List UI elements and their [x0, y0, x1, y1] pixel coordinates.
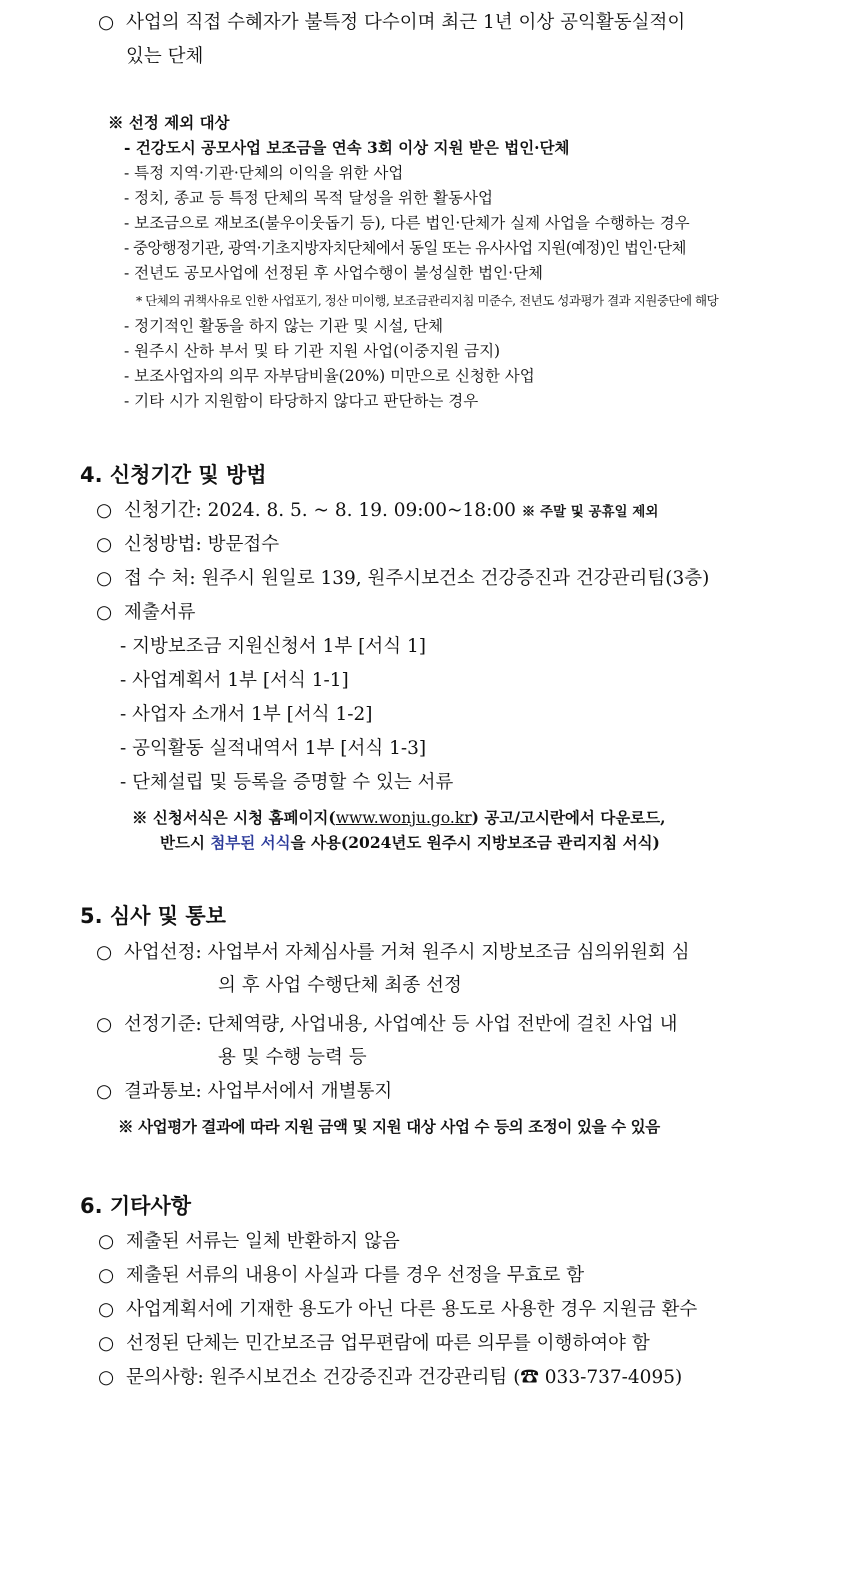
bullet-icon: ○	[96, 534, 113, 555]
result-value: 사업부서에서 개별통지	[207, 1081, 393, 1102]
exclusion-title: ※ 선정 제외 대상	[108, 113, 230, 132]
exclusion-item-4: - 보조금으로 재보조(불우이웃돕기 등), 다른 법인·단체가 실제 사업을 수행하는 경우	[124, 214, 690, 232]
doc-item-2: - 사업계획서 1부 [서식 1-1]	[120, 670, 349, 691]
bullet-icon: ○	[98, 12, 115, 33]
homepage-link[interactable]: www.wonju.go.kr	[335, 809, 472, 827]
top-item-line2: 있는 단체	[126, 46, 204, 67]
bullet-icon: ○	[96, 1081, 113, 1102]
bullet-icon: ○	[98, 1265, 115, 1286]
section-5-note: ※ 사업평가 결과에 따라 지원 금액 및 지원 대상 사업 수 등의 조정이 있을 수 있음	[118, 1117, 660, 1136]
exclusion-item-8: - 원주시 산하 부서 및 타 기관 지원 사업(이중지원 금지)	[124, 342, 501, 360]
bullet-icon: ○	[96, 602, 113, 623]
select-line1: 사업부서 자체심사를 거쳐 원주시 지방보조금 심의위원회 심	[207, 942, 690, 963]
bullet-icon: ○	[96, 942, 113, 963]
bullet-icon: ○	[98, 1367, 115, 1388]
contact-label: 문의사항:	[126, 1367, 204, 1388]
bullet-icon: ○	[98, 1299, 115, 1320]
select-row	[96, 940, 690, 966]
bullet-icon: ○	[96, 568, 113, 589]
bullet-icon: ○	[98, 1333, 115, 1354]
form-note-line2: 반드시 첨부된 서식을 사용(2024년도 원주시 지방보조금 관리지침 서식)	[160, 833, 660, 852]
result-row	[96, 1079, 392, 1105]
period-row	[96, 498, 658, 525]
docs-label: 제출서류	[124, 602, 196, 623]
period-note: ※ 주말 및 공휴일 제외	[521, 504, 659, 520]
exclusion-footnote: * 단체의 귀책사유로 인한 사업포기, 정산 미이행, 보조금관리지침 미준수, 전년도 성과평가 결과 지원중단에 해당	[136, 293, 719, 308]
section-5-heading: 5. 심사 및 통보	[80, 904, 226, 928]
contact-value: 원주시보건소 건강증진과 건강관리팀 (☎ 033-737-4095)	[209, 1367, 683, 1388]
misc-item-1: ○ 제출된 서류는 일체 반환하지 않음	[98, 1229, 400, 1255]
doc-item-5: - 단체설립 및 등록을 증명할 수 있는 서류	[120, 772, 454, 793]
exclusion-item-2: - 특정 지역·기관·단체의 이익을 위한 사업	[124, 164, 404, 182]
form-note-line1: ※ 신청서식은 시청 홈페이지(www.wonju.go.kr) 공고/고시란에서 다운로드,	[132, 808, 666, 827]
method-label: 신청방법:	[124, 534, 202, 555]
result-label: 결과통보:	[124, 1081, 202, 1102]
exclusion-item-7: - 정기적인 활동을 하지 않는 기관 및 시설, 단체	[124, 317, 444, 335]
contact-row	[98, 1365, 682, 1391]
exclusion-item-6: - 전년도 공모사업에 선정된 후 사업수행이 불성실한 법인·단체	[124, 264, 543, 282]
doc-item-1: - 지방보조금 지원신청서 1부 [서식 1]	[120, 636, 426, 657]
exclusion-item-10: - 기타 시가 지원함이 타당하지 않다고 판단하는 경우	[124, 392, 479, 410]
bullet-icon: ○	[96, 1014, 113, 1035]
bullet-icon: ○	[96, 500, 113, 521]
select-line2: 의 후 사업 수행단체 최종 선정	[218, 975, 462, 996]
bullet-icon: ○	[98, 1231, 115, 1252]
top-item-line1: ○ 사업의 직접 수혜자가 불특정 다수이며 최근 1년 이상 공익활동실적이	[98, 10, 685, 36]
criteria-label: 선정기준:	[124, 1014, 202, 1035]
exclusion-item-3: - 정치, 종교 등 특정 단체의 목적 달성을 위한 활동사업	[124, 189, 493, 207]
attached-form-text: 첨부된 서식	[210, 833, 291, 852]
misc-item-3: ○ 사업계획서에 기재한 용도가 아닌 다른 용도로 사용한 경우 지원금 환수	[98, 1297, 697, 1323]
method-value: 방문접수	[207, 534, 280, 555]
doc-item-4: - 공익활동 실적내역서 1부 [서식 1-3]	[120, 738, 427, 759]
select-label: 사업선정:	[124, 942, 202, 963]
section-4-heading: 4. 신청기간 및 방법	[80, 463, 267, 487]
method-row	[96, 532, 279, 558]
exclusion-item-5: - 중앙행정기관, 광역·기초지방자치단체에서 동일 또는 유사사업 지원(예정)인 법인·단체	[124, 239, 686, 257]
criteria-row	[96, 1012, 677, 1038]
docs-row	[96, 600, 195, 626]
place-value: 원주시 원일로 139, 원주시보건소 건강증진과 건강관리팀(3층)	[201, 568, 710, 589]
section-6-heading: 6. 기타사항	[80, 1194, 192, 1218]
period-value: 2024. 8. 5. ~ 8. 19. 09:00~18:00	[207, 500, 516, 521]
misc-item-2: ○ 제출된 서류의 내용이 사실과 다를 경우 선정을 무효로 함	[98, 1263, 584, 1289]
criteria-line2: 용 및 수행 능력 등	[218, 1047, 367, 1068]
doc-item-3: - 사업자 소개서 1부 [서식 1-2]	[120, 704, 373, 725]
exclusion-item-1: - 건강도시 공모사업 보조금을 연속 3회 이상 지원 받은 법인·단체	[124, 138, 570, 157]
criteria-line1: 단체역량, 사업내용, 사업예산 등 사업 전반에 걸친 사업 내	[207, 1014, 678, 1035]
misc-item-4: ○ 선정된 단체는 민간보조금 업무편람에 따른 의무를 이행하여야 함	[98, 1331, 650, 1357]
exclusion-item-9: - 보조사업자의 의무 자부담비율(20%) 미만으로 신청한 사업	[124, 367, 535, 385]
period-label: 신청기간:	[124, 500, 202, 521]
place-label: 접 수 처:	[124, 568, 196, 589]
place-row	[96, 566, 709, 592]
